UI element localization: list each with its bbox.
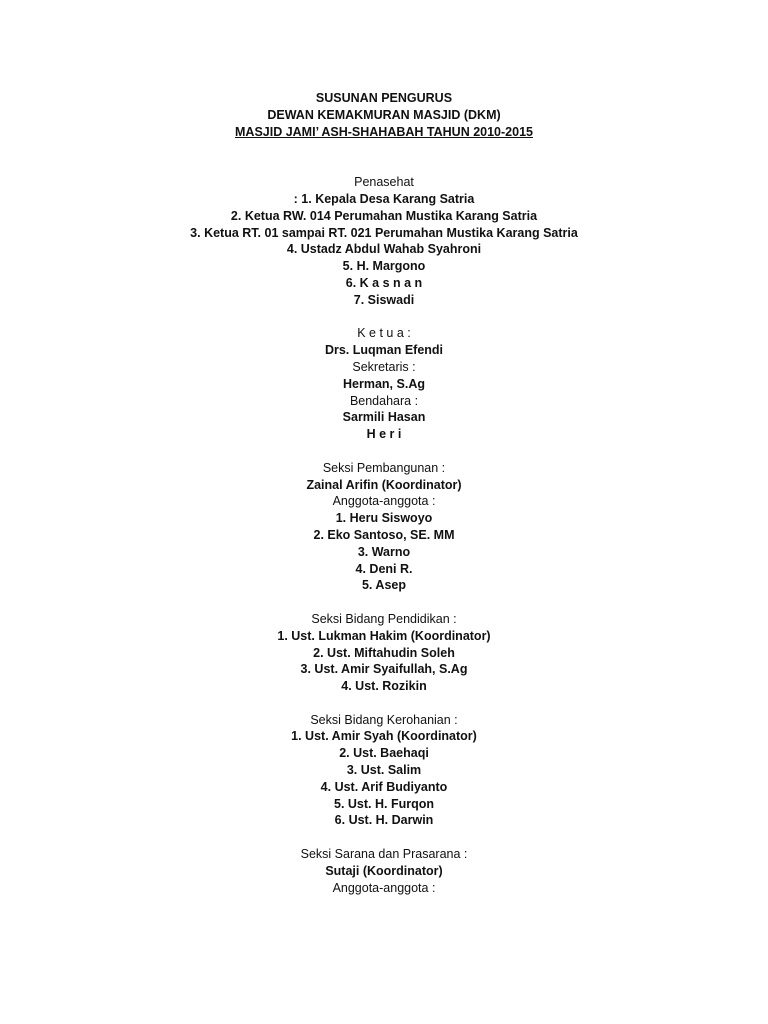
section-kerohanian [0, 712, 768, 830]
section-heading: Penasehat [354, 175, 414, 190]
section-heading: Bendahara : [349, 393, 419, 408]
list-item: 6. K a s n a n [345, 275, 423, 290]
list-item: 3. Ust. Amir Syaifullah, S.Ag [300, 662, 468, 677]
title-line-2: DEWAN KEMAKMURAN MASJID (DKM) [267, 107, 501, 122]
list-item: 5. H. Margono [342, 259, 426, 274]
document-page [0, 90, 768, 896]
list-item: Sutaji (Koordinator) [325, 863, 443, 878]
list-item: H e r i [366, 427, 402, 442]
list-item: 3. Ketua RT. 01 sampai RT. 021 Perumahan Mustika Karang Satria [190, 225, 578, 240]
title-line-1: SUSUNAN PENGURUS [315, 91, 453, 105]
title-line-3: MASJID JAMI’ ASH-SHAHABAH TAHUN 2010-2015 [235, 124, 533, 139]
list-item: 2. Ust. Miftahudin Soleh [313, 645, 455, 660]
list-item: : 1. Kepala Desa Karang Satria [293, 191, 475, 206]
list-item: Sarmili Hasan [342, 410, 426, 425]
section-heading: Sekretaris : [352, 359, 416, 374]
list-item: 6. Ust. H. Darwin [334, 813, 434, 828]
list-item: 1. Heru Siswoyo [335, 511, 433, 526]
list-item: Herman, S.Ag [343, 376, 425, 391]
list-item: 5. Asep [361, 578, 406, 593]
section-heading: Seksi Sarana dan Prasarana : [300, 847, 468, 862]
list-item: 5. Ust. H. Furqon [334, 796, 434, 811]
section-pimpinan [0, 325, 768, 443]
list-item: 2. Ketua RW. 014 Perumahan Mustika Karang Satria [230, 208, 538, 223]
section-heading: Seksi Pembangunan : [322, 460, 446, 475]
list-item: 2. Eko Santoso, SE. MM [313, 527, 455, 542]
list-item: 3. Ust. Salim [346, 763, 422, 778]
section-subheading: Anggota-anggota : [332, 494, 436, 509]
list-item: 4. Ustadz Abdul Wahab Syahroni [286, 242, 482, 257]
section-heading: K e t u a : [357, 326, 411, 341]
list-item: 4. Deni R. [355, 561, 413, 576]
section-penasehat [0, 174, 768, 308]
list-item: 2. Ust. Baehaqi [339, 746, 429, 761]
list-item: 4. Ust. Rozikin [341, 679, 427, 694]
section-heading: Seksi Bidang Pendidikan : [311, 611, 457, 626]
list-item: 4. Ust. Arif Budiyanto [320, 779, 448, 794]
section-pendidikan [0, 611, 768, 695]
section-sarana [0, 846, 768, 896]
list-item: Zainal Arifin (Koordinator) [306, 477, 462, 492]
section-heading: Seksi Bidang Kerohanian : [310, 712, 458, 727]
list-item: 1. Ust. Lukman Hakim (Koordinator) [277, 628, 491, 643]
document-header [0, 90, 768, 140]
list-item: Drs. Luqman Efendi [324, 343, 444, 358]
section-subheading: Anggota-anggota : [332, 880, 436, 895]
list-item: 7. Siswadi [353, 292, 415, 307]
section-pembangunan [0, 460, 768, 594]
list-item: 1. Ust. Amir Syah (Koordinator) [291, 729, 477, 744]
list-item: 3. Warno [357, 544, 411, 559]
